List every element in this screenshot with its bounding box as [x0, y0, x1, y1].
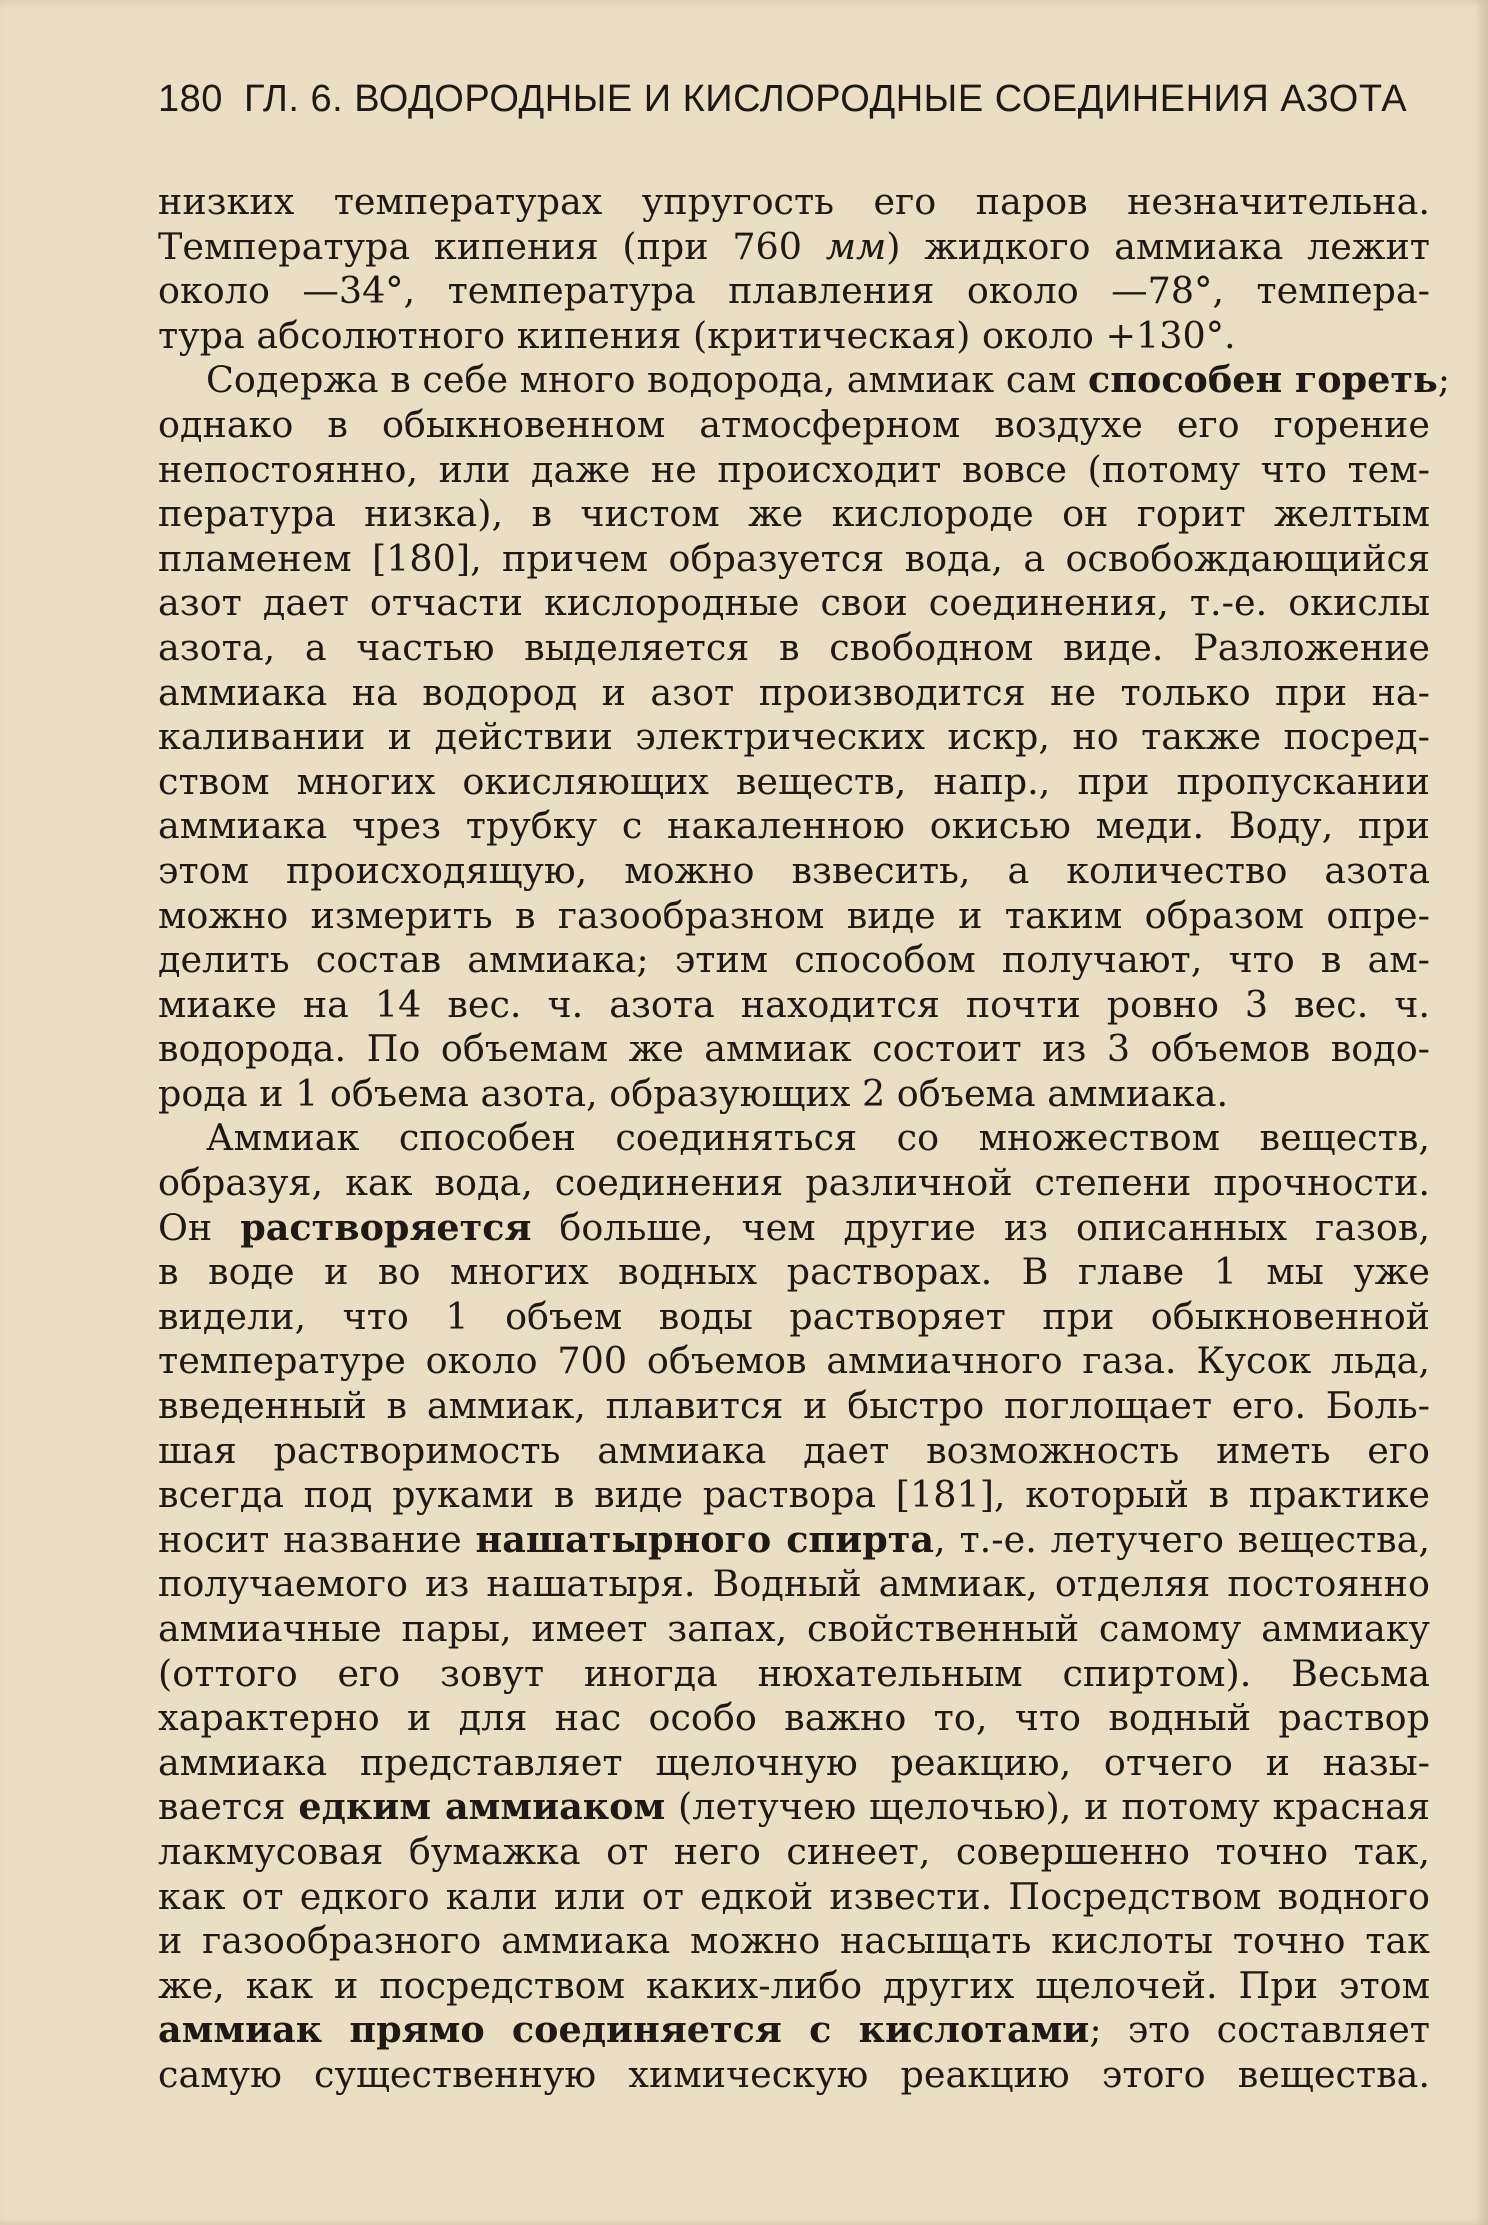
text-run: видели, что 1 объем воды растворяет при обыкновенной	[158, 1294, 1430, 1338]
chapter-title: ГЛ. 6. ВОДОРОДНЫЕ И КИСЛОРОДНЫЕ СОЕДИНЕНИЯ АЗОТА	[243, 78, 1408, 120]
text-line	[158, 1875, 1430, 1920]
text-run: водорода. По объемам же аммиак состоит из 3 объемов водо-	[158, 1027, 1430, 1071]
text-line	[158, 448, 1430, 493]
text-line	[158, 983, 1430, 1028]
text-line	[158, 1429, 1430, 1474]
text-line	[158, 225, 1430, 270]
text-run: получаемого из нашатыря. Водный аммиак, отделяя постоянно	[158, 1562, 1430, 1606]
text-line	[158, 1830, 1430, 1875]
text-line	[158, 1072, 1430, 1117]
bold-term: аммиак прямо соединяется с кислотами	[158, 2008, 1090, 2052]
text-run: температуре около 700 объемов аммиачного газа. Кусок льда,	[158, 1339, 1430, 1383]
text-run: около —34°, температура плавления около —78°, темпера-	[158, 269, 1430, 313]
text-run: (оттого его зовут иногда нюхательным спиртом). Весьма	[158, 1651, 1430, 1695]
text-run: в воде и во многих водных растворах. В главе 1 мы уже	[158, 1250, 1430, 1294]
text-run: однако в обыкновенном атмосферном воздухе его горение	[158, 402, 1430, 446]
text-run: пература низка), в чистом же кислороде он горит желтым	[158, 492, 1430, 536]
text-run: больше, чем другие из описанных газов,	[531, 1205, 1430, 1249]
text-run: (летучею щелочью), и потому красная	[665, 1785, 1430, 1829]
text-run: ;	[1437, 358, 1451, 402]
text-line	[158, 537, 1430, 582]
text-line	[158, 715, 1430, 760]
text-run: азота, а частью выделяется в свободном виде. Разложение	[158, 625, 1430, 669]
text-line	[158, 1518, 1430, 1563]
text-line	[158, 1116, 1430, 1161]
text-line	[158, 1473, 1430, 1518]
body-text	[158, 180, 1451, 2098]
text-line	[158, 403, 1430, 448]
text-line	[158, 358, 1451, 403]
text-run: можно измерить в газообразном виде и таким образом опре-	[158, 893, 1430, 937]
text-run: и газообразного аммиака можно насыщать кислоты точно так	[158, 1919, 1430, 1963]
text-run: шая растворимость аммиака дает возможность иметь его	[158, 1428, 1430, 1472]
text-run: ; это составляет	[1089, 2008, 1430, 2052]
text-run: же, как и посредством каких-либо других щелочей. При этом	[158, 1963, 1430, 2007]
text-line	[158, 1741, 1430, 1786]
text-line	[158, 1919, 1430, 1964]
text-run: всегда под руками в виде раствора [181], который в практике	[158, 1473, 1430, 1517]
text-run: характерно и для нас особо важно то, что водный раствор	[158, 1696, 1430, 1740]
italic-unit: мм	[825, 224, 887, 268]
text-line	[158, 1295, 1430, 1340]
running-head	[158, 78, 1428, 121]
bold-term: растворяется	[240, 1205, 532, 1249]
text-line	[158, 938, 1430, 983]
text-run: Аммиак способен соединяться со множеством веществ,	[206, 1116, 1430, 1160]
text-line	[158, 1964, 1430, 2009]
text-run: тура абсолютного кипения (критическая) около +130°.	[158, 313, 1236, 357]
text-run: Он	[158, 1205, 241, 1249]
text-line	[158, 1607, 1430, 1652]
text-line	[158, 2008, 1430, 2053]
text-run: аммиака чрез трубку с накаленною окисью меди. Воду, при	[158, 804, 1430, 848]
text-line	[158, 849, 1430, 894]
text-run: пламенем [180], причем образуется вода, а освобождающийся	[158, 536, 1430, 580]
text-run: азот дает отчасти кислородные свои соединения, т.-е. окислы	[158, 581, 1430, 625]
text-line	[158, 894, 1430, 939]
text-line	[158, 671, 1430, 716]
text-run: этом происходящую, можно взвесить, а количество азота	[158, 848, 1430, 892]
text-line	[158, 1652, 1430, 1697]
text-line	[158, 1161, 1430, 1206]
text-line	[158, 314, 1430, 359]
text-line	[158, 269, 1430, 314]
text-run: введенный в аммиак, плавится и быстро поглощает его. Боль-	[158, 1384, 1430, 1428]
text-run: Температура кипения (при 760	[158, 224, 826, 268]
text-line	[158, 626, 1430, 671]
text-line	[158, 1785, 1430, 1830]
text-run: рода и 1 объема азота, образующих 2 объема аммиака.	[158, 1071, 1229, 1115]
text-line	[158, 1562, 1430, 1607]
text-line	[158, 1384, 1430, 1429]
text-line	[158, 581, 1430, 626]
text-line	[158, 1339, 1430, 1384]
text-line	[158, 1206, 1430, 1251]
text-line	[158, 492, 1430, 537]
text-run: делить состав аммиака; этим способом получают, что в ам-	[158, 938, 1430, 982]
bold-term: едким аммиаком	[298, 1785, 666, 1829]
text-run: носит название	[158, 1517, 476, 1561]
text-line	[158, 1027, 1430, 1072]
text-run: аммиака представляет щелочную реакцию, отчего и назы-	[158, 1740, 1430, 1784]
text-line	[158, 804, 1430, 849]
page-number: 180	[158, 78, 223, 120]
text-run: образуя, как вода, соединения различной степени прочности.	[158, 1161, 1430, 1205]
text-run: миаке на 14 вес. ч. азота находится почти ровно 3 вес. ч.	[158, 982, 1430, 1026]
text-run: самую существенную химическую реакцию этого вещества.	[158, 2052, 1430, 2096]
text-run: непостоянно, или даже не происходит вовсе (потому что тем-	[158, 447, 1430, 491]
text-run: Содержа в себе много водорода, аммиак сам	[206, 358, 1089, 402]
text-line	[158, 1250, 1430, 1295]
text-run: низких температурах упругость его паров незначительна.	[158, 180, 1430, 223]
text-run: ством многих окисляющих веществ, напр., при пропускании	[158, 759, 1430, 803]
text-line	[158, 180, 1430, 225]
text-run: аммиачные пары, имеет запах, свойственный самому аммиаку	[158, 1607, 1430, 1650]
text-run: лакмусовая бумажка от него синеет, совершенно точно так,	[158, 1829, 1430, 1873]
text-line	[158, 2053, 1430, 2098]
text-run: как от едкого кали или от едкой извести. Посредством водного	[158, 1874, 1430, 1918]
bold-term: нашатырного спирта	[475, 1517, 935, 1561]
text-run: вается	[158, 1785, 299, 1829]
text-run: ) жидкого аммиака лежит	[886, 224, 1430, 268]
text-run: аммиака на водород и азот производится не только при на-	[158, 670, 1430, 714]
text-line	[158, 760, 1430, 805]
bold-term: способен гореть	[1088, 358, 1438, 402]
text-run: каливании и действии электрических искр, но также посред-	[158, 715, 1430, 759]
text-line	[158, 1696, 1430, 1741]
text-run: , т.-е. летучего вещества,	[934, 1517, 1430, 1561]
